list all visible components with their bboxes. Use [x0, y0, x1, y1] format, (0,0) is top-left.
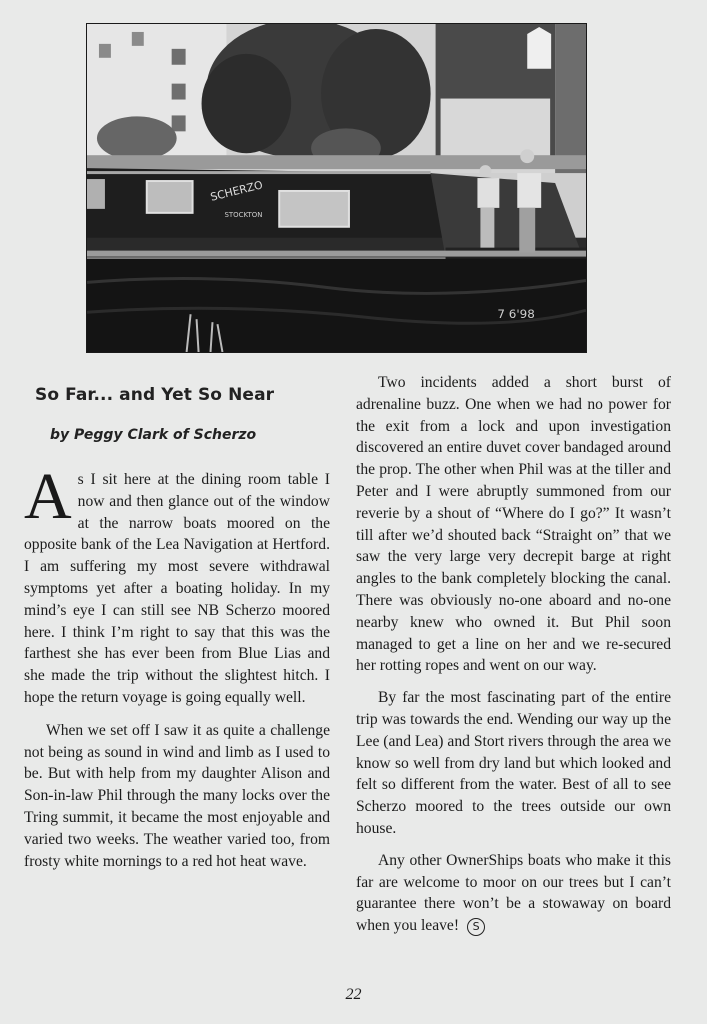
photo-illustration	[87, 24, 586, 352]
paragraph-1-text: s I sit here at the dining room table I now and then glance out of the window at the narrow boats moored on the opposite bank of the Lea Navigation at Hertford. I am suffering my most severe withdrawal symptoms yet after a boating holiday. In my mind’s eye I can still see NB Scherzo moored here. I think I’m right to say that this was the farthest she has ever been from Blue Lias and she made the trip without the slightest hitch. I hope the return voyage is going equally well.	[24, 471, 330, 706]
article-title: So Far... and Yet So Near	[35, 385, 275, 405]
left-column	[24, 385, 330, 872]
right-column	[356, 372, 671, 937]
end-mark-icon: S	[467, 918, 485, 936]
paragraph-4: By far the most fascinating part of the entire trip was towards the end. Wending our way up the Lee (and Lea) and Stort rivers through the area we know so well from dry land but which looked and felt so different from the water. Best of all to see Scherzo moored to the trees outside our own house.	[356, 689, 671, 837]
paragraph-5	[356, 850, 671, 937]
narrowboat-photo	[86, 23, 587, 353]
page-number: 22	[345, 986, 362, 1003]
drop-cap: A	[24, 460, 72, 533]
photo-date-stamp: 7 6'98	[497, 307, 535, 322]
paragraph-5-text: Any other OwnerShips boats who make it this far are welcome to moor on our trees but I can’t guarantee there won’t be a stowaway on board when you leave!	[356, 851, 671, 935]
paragraph-2: When we set off I saw it as quite a challenge not being as sound in wind and limb as I used to be. But with help from my daughter Alison and Son-in-law Phil through the many locks over the Tring summit, it became the most enjoyable and varied two weeks. The weather varied too, from frosty white mornings to a red hot heat wave.	[24, 721, 330, 870]
article-byline: by Peggy Clark of Scherzo	[50, 427, 257, 443]
paragraph-1	[24, 460, 330, 709]
paragraph-3: Two incidents added a short burst of adrenaline buzz. One when we had no power for the exit from a lock and upon investigation discovered an entire duvet cover bandaged around the prop. The other when Phil was at the tiller and Peter and I were abruptly summoned from our reverie by a shout of “Where do I go?” It wasn’t till after we’d shouted back “Straight on” that we saw the very large very decrepit barge at right angles to the bank completely blocking the canal. There was obviously no-one aboard and no-one nearby knew who owned it. But Phil soon managed to get a line on her and we re-secured her rotting ropes and went on our way.	[356, 374, 671, 675]
boat-home-text: STOCKTON	[224, 210, 263, 219]
boat-name-text: SCHERZO	[209, 178, 265, 204]
